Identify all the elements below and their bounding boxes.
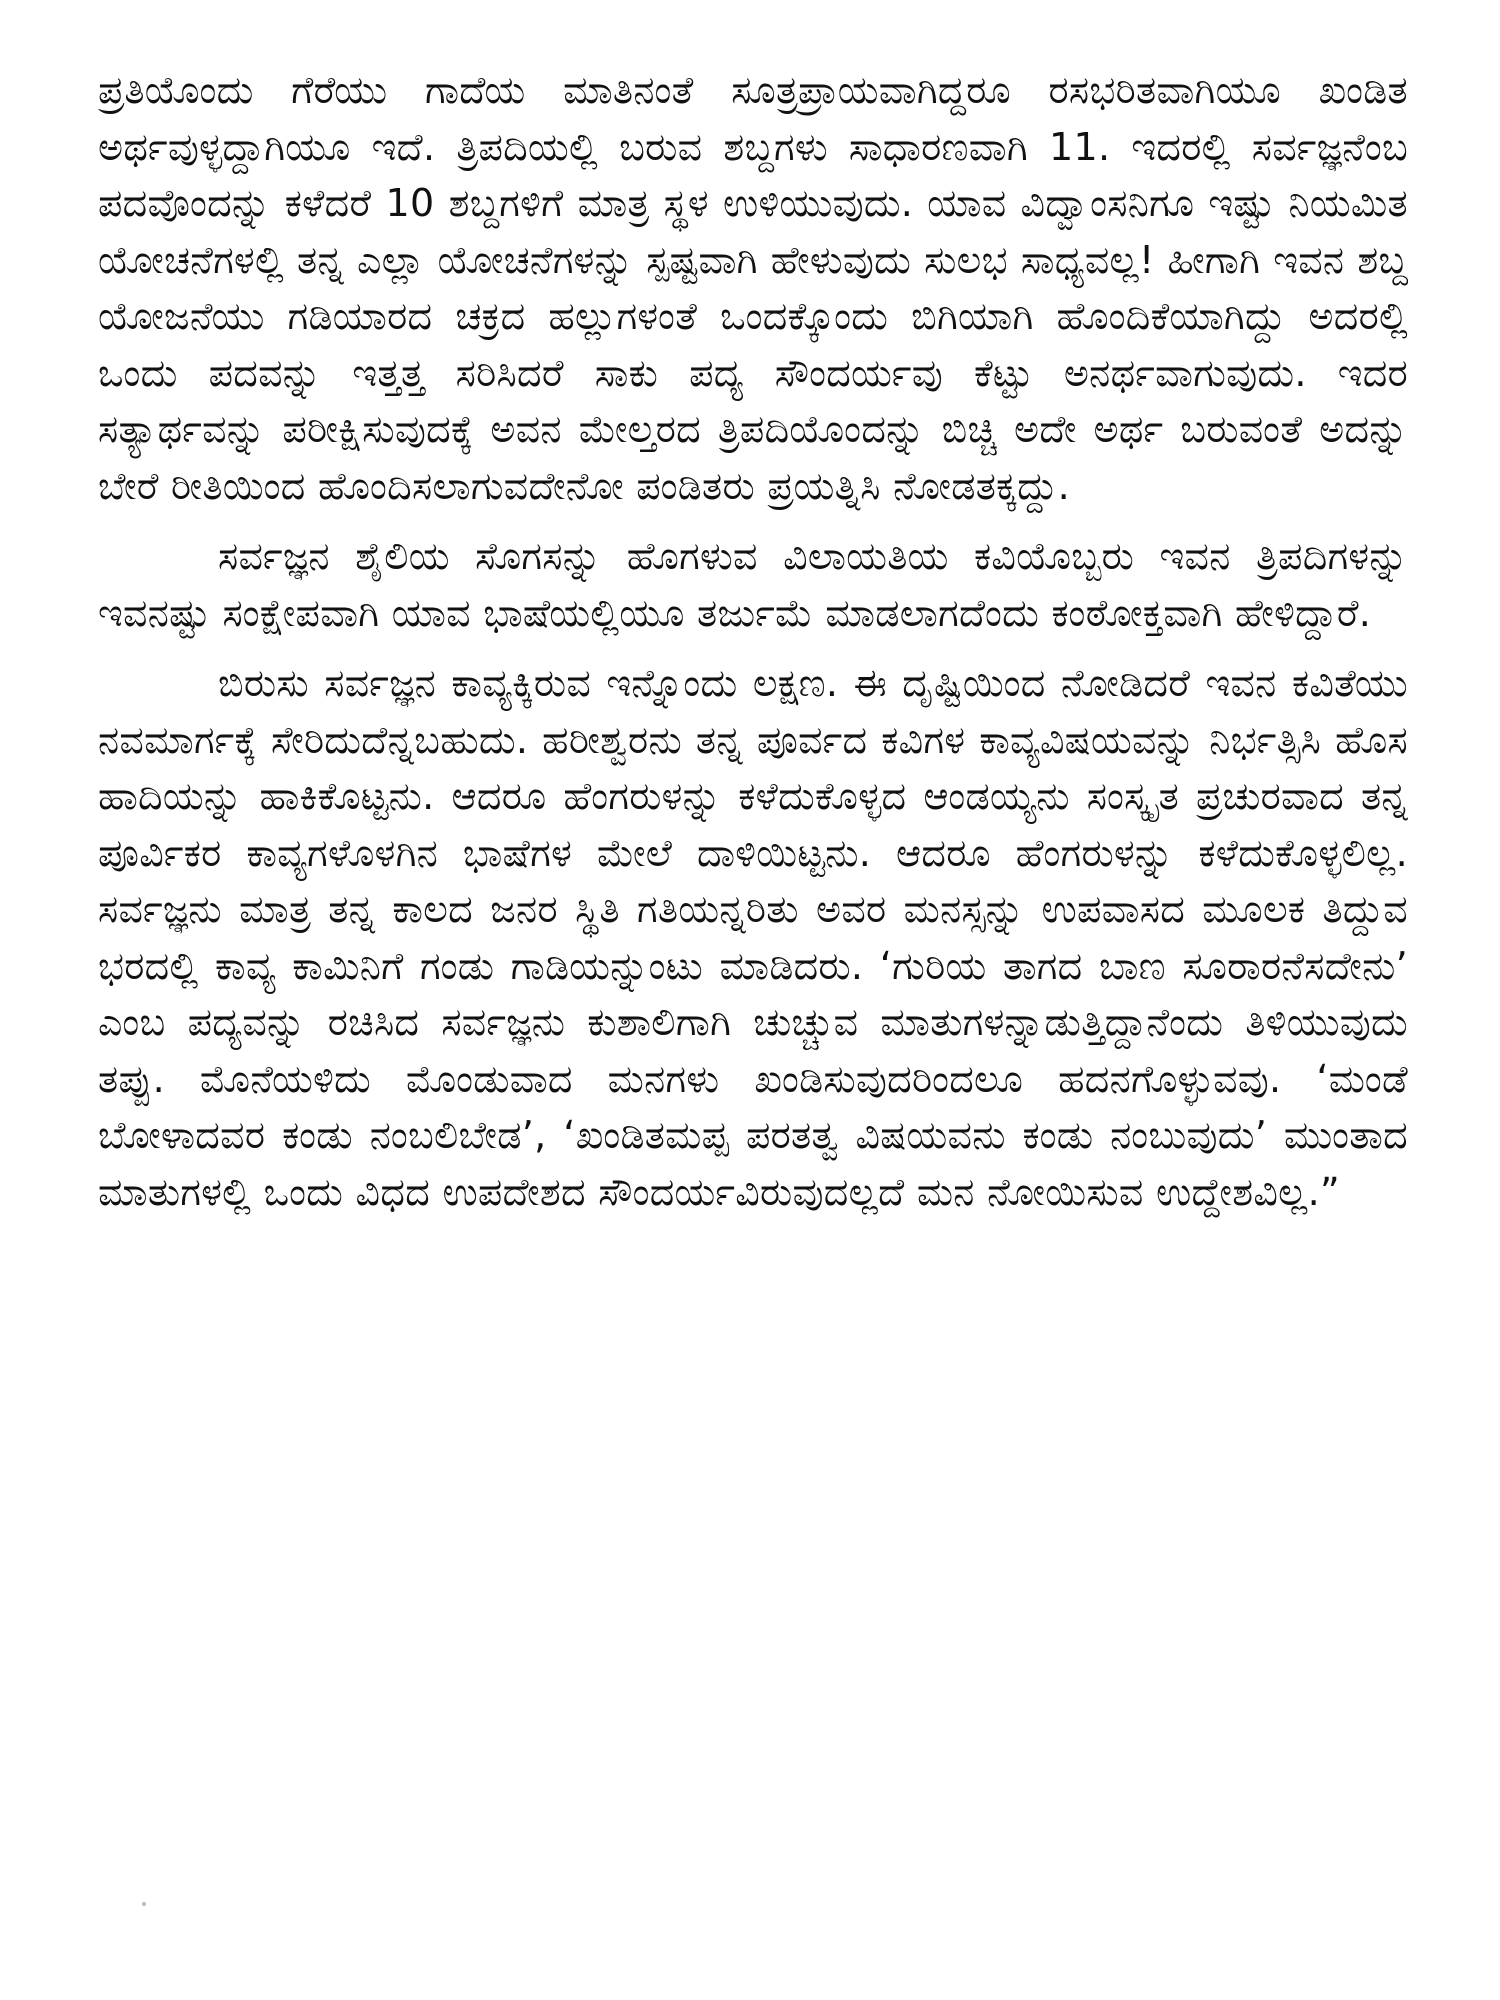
document-page bbox=[98, 62, 1408, 1942]
paragraph-2: ಸರ್ವಜ್ಞನ ಶೈಲಿಯ ಸೊಗಸನ್ನು ಹೊಗಳುವ ವಿಲಾಯತಿಯ ಕವಿಯೊಬ್ಬರು ಇವನ ತ್ರಿಪದಿಗಳನ್ನು ಇವನಷ್ಟು ಸಂಕ್ಷೇಪವಾಗಿ ಯಾವ ಭಾಷೆಯಲ್ಲಿಯೂ ತರ್ಜುಮೆ ಮಾಡಲಾಗದೆಂದು ಕಂಠೋಕ್ತವಾಗಿ ಹೇಳಿದ್ದಾರೆ. bbox=[98, 534, 1408, 635]
scan-speck bbox=[142, 1902, 146, 1906]
paragraph-1: ಪ್ರತಿಯೊಂದು ಗೆರೆಯು ಗಾದೆಯ ಮಾತಿನಂತೆ ಸೂತ್ರಪ್ರಾಯವಾಗಿದ್ದರೂ ರಸಭರಿತವಾಗಿಯೂ ಖಂಡಿತ ಅರ್ಥವುಳ್ಳದ್ದಾಗಿಯೂ ಇದೆ. ತ್ರಿಪದಿಯಲ್ಲಿ ಬರುವ ಶಬ್ದಗಳು ಸಾಧಾರಣವಾಗಿ 11. ಇದರಲ್ಲಿ ಸರ್ವಜ್ಞನೆಂಬ ಪದವೊಂದನ್ನು ಕಳೆದರೆ 10 ಶಬ್ದಗಳಿಗೆ ಮಾತ್ರ ಸ್ಥಳ ಉಳಿಯುವುದು. ಯಾವ ವಿದ್ವಾಂಸನಿಗೂ ಇಷ್ಟು ನಿಯಮಿತ ಯೋಚನೆಗಳಲ್ಲಿ ತನ್ನ ಎಲ್ಲಾ ಯೋಚನೆಗಳನ್ನು ಸ್ಪಷ್ಟವಾಗಿ ಹೇಳುವುದು ಸುಲಭ ಸಾಧ್ಯವಲ್ಲ! ಹೀಗಾಗಿ ಇವನ ಶಬ್ದ ಯೋಜನೆಯು ಗಡಿಯಾರದ ಚಕ್ರದ ಹಲ್ಲುಗಳಂತೆ ಒಂದಕ್ಕೊಂದು ಬಿಗಿಯಾಗಿ ಹೊಂದಿಕೆಯಾಗಿದ್ದು ಅದರಲ್ಲಿ ಒಂದು ಪದವನ್ನು ಇತ್ತತ್ತ ಸರಿಸಿದರೆ ಸಾಕು ಪದ್ಯ ಸೌಂದರ್ಯವು ಕೆಟ್ಟು ಅನರ್ಥವಾಗುವುದು. ಇದರ ಸತ್ಯಾರ್ಥವನ್ನು ಪರೀಕ್ಷಿಸುವುದಕ್ಕೆ ಅವನ ಮೇಲ್ತರದ ತ್ರಿಪದಿಯೊಂದನ್ನು ಬಿಚ್ಚಿ ಅದೇ ಅರ್ಥ ಬರುವಂತೆ ಅದನ್ನು ಬೇರೆ ರೀತಿಯಿಂದ ಹೊಂದಿಸಲಾಗುವದೇನೋ ಪಂಡಿತರು ಪ್ರಯತ್ನಿಸಿ ನೋಡತಕ್ಕದ್ದು. bbox=[98, 68, 1408, 508]
paragraph-3: ಬಿರುಸು ಸರ್ವಜ್ಞನ ಕಾವ್ಯಕ್ಕಿರುವ ಇನ್ನೊಂದು ಲಕ್ಷಣ. ಈ ದೃಷ್ಟಿಯಿಂದ ನೋಡಿದರೆ ಇವನ ಕವಿತೆಯು ನವಮಾರ್ಗಕ್ಕೆ ಸೇರಿದುದೆನ್ನಬಹುದು. ಹರೀಶ್ವರನು ತನ್ನ ಪೂರ್ವದ ಕವಿಗಳ ಕಾವ್ಯವಿಷಯವನ್ನು ನಿರ್ಭತ್ಸಿಸಿ ಹೊಸ ಹಾದಿಯನ್ನು ಹಾಕಿಕೊಟ್ಟನು. ಆದರೂ ಹೆಂಗರುಳನ್ನು ಕಳೆದುಕೊಳ್ಳದ ಆಂಡಯ್ಯನು ಸಂಸ್ಕೃತ ಪ್ರಚುರವಾದ ತನ್ನ ಪೂರ್ವಿಕರ ಕಾವ್ಯಗಳೊಳಗಿನ ಭಾಷೆಗಳ ಮೇಲೆ ದಾಳಿಯಿಟ್ಟನು. ಆದರೂ ಹೆಂಗರುಳನ್ನು ಕಳೆದುಕೊಳ್ಳಲಿಲ್ಲ. ಸರ್ವಜ್ಞನು ಮಾತ್ರ ತನ್ನ ಕಾಲದ ಜನರ ಸ್ಥಿತಿ ಗತಿಯನ್ನರಿತು ಅವರ ಮನಸ್ಸನ್ನು ಉಪವಾಸದ ಮೂಲಕ ತಿದ್ದುವ ಭರದಲ್ಲಿ ಕಾವ್ಯ ಕಾಮಿನಿಗೆ ಗಂಡು ಗಾಡಿಯನ್ನುಂಟು ಮಾಡಿದರು. ‘ಗುರಿಯ ತಾಗದ ಬಾಣ ಸೂರಾರನೆಸದೇನು’ ಎಂಬ ಪದ್ಯವನ್ನು ರಚಿಸಿದ ಸರ್ವಜ್ಞನು ಕುಶಾಲಿಗಾಗಿ ಚುಚ್ಚುವ ಮಾತುಗಳನ್ನಾಡುತ್ತಿದ್ದಾನೆಂದು ತಿಳಿಯುವುದು ತಪ್ಪು. ಮೊನೆಯಳಿದು ಮೊಂಡುವಾದ ಮನಗಳು ಖಂಡಿಸುವುದರಿಂದಲೂ ಹದನಗೊಳ್ಳುವವು. ‘ಮಂಡೆ ಬೋಳಾದವರ ಕಂಡು ನಂಬಲಿಬೇಡ’, ‘ಖಂಡಿತಮಪ್ಪ ಪರತತ್ವ ವಿಷಯವನು ಕಂಡು ನಂಬುವುದು’ ಮುಂತಾದ ಮಾತುಗಳಲ್ಲಿ ಒಂದು ವಿಧದ ಉಪದೇಶದ ಸೌಂದರ್ಯವಿರುವುದಲ್ಲದೆ ಮನ ನೋಯಿಸುವ ಉದ್ದೇಶವಿಲ್ಲ.” bbox=[98, 661, 1408, 1214]
